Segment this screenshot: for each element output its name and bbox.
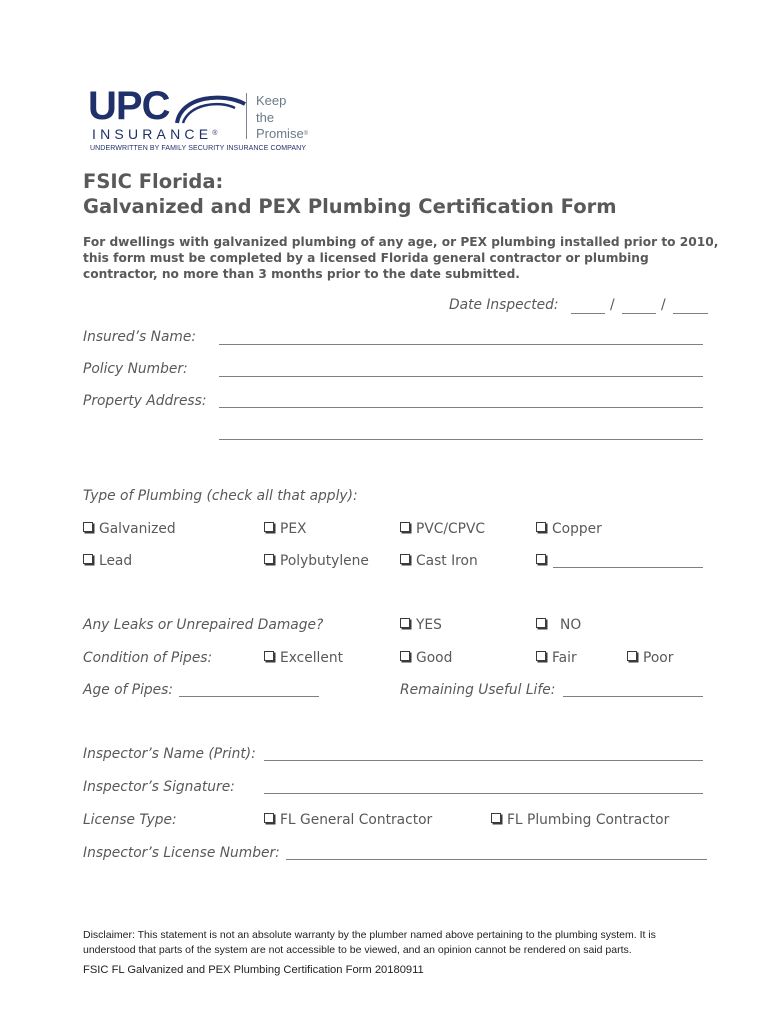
checkbox-icon[interactable]: [264, 522, 274, 532]
date-sep-2: /: [661, 297, 666, 313]
license-number-label: Inspector’s License Number:: [83, 845, 280, 861]
property-address-label: Property Address:: [83, 393, 207, 409]
intro-text: For dwellings with galvanized plumbing of any age, or PEX plumbing installed prior to 2010, this form must be completed by a licensed Florida general contractor or plumbing contractor, no more than 3 months prior to the date submitted.: [83, 235, 719, 281]
option-lead[interactable]: [83, 552, 132, 570]
remaining-life-label: Remaining Useful Life:: [400, 682, 556, 698]
remaining-life-field[interactable]: [563, 696, 703, 697]
checkbox-icon[interactable]: [536, 554, 546, 564]
title-line-2: Galvanized and PEX Plumbing Certification Form: [83, 195, 617, 218]
option-copper[interactable]: [536, 520, 602, 538]
option-label: FL Plumbing Contractor: [507, 812, 670, 828]
option-pvc-cpvc[interactable]: [400, 520, 485, 538]
checkbox-icon[interactable]: [264, 813, 274, 823]
checkbox-icon[interactable]: [400, 522, 410, 532]
license-number-field[interactable]: [286, 859, 707, 860]
disclaimer: Disclaimer: This statement is not an absolute warranty by the plumber named above pertaining to the plumbing system. It is understood that parts of the system are not accessible to be viewed, and an opinion cannot be rendered on said parts.: [83, 929, 656, 956]
option-label: PEX: [280, 521, 307, 537]
property-address-field-2[interactable]: [219, 439, 703, 440]
date-month-field[interactable]: [571, 313, 605, 314]
option-label: Galvanized: [99, 521, 176, 537]
date-sep-1: /: [610, 297, 615, 313]
checkbox-icon[interactable]: [536, 522, 546, 532]
checkbox-icon[interactable]: [264, 554, 274, 564]
condition-poor[interactable]: [627, 649, 673, 667]
license-type-label: License Type:: [83, 812, 177, 828]
policy-number-field[interactable]: [219, 376, 703, 377]
checkbox-icon[interactable]: [627, 651, 637, 661]
license-fl-general[interactable]: [264, 811, 432, 829]
option-label: Lead: [99, 553, 133, 569]
title-line-1: FSIC Florida:: [83, 170, 224, 193]
property-address-field-1[interactable]: [219, 407, 703, 408]
date-year-field[interactable]: [673, 313, 708, 314]
leaks-yes[interactable]: [400, 616, 442, 634]
option-other[interactable]: [536, 552, 552, 570]
leaks-yes-label: YES: [416, 617, 442, 633]
date-inspected-label: Date Inspected:: [449, 297, 559, 313]
logo-brand-text: UPC: [88, 84, 170, 128]
option-label: Poor: [643, 650, 674, 666]
checkbox-icon[interactable]: [83, 554, 93, 564]
logo-insurance: [92, 126, 217, 142]
logo-insurance-text: INSURANCE: [92, 126, 213, 142]
checkbox-icon[interactable]: [536, 618, 546, 628]
age-of-pipes-label: Age of Pipes:: [83, 682, 173, 698]
option-pex[interactable]: [264, 520, 307, 538]
inspector-name-label: Inspector’s Name (Print):: [83, 746, 256, 762]
checkbox-icon[interactable]: [400, 651, 410, 661]
checkbox-icon[interactable]: [536, 651, 546, 661]
checkbox-icon[interactable]: [264, 651, 274, 661]
option-label: Polybutylene: [280, 553, 369, 569]
option-label: Fair: [552, 650, 577, 666]
other-plumbing-field[interactable]: [553, 567, 703, 568]
footer-form-id: FSIC FL Galvanized and PEX Plumbing Certification Form 20180911: [83, 964, 424, 976]
option-polybutylene[interactable]: [264, 552, 369, 570]
inspector-signature-label: Inspector’s Signature:: [83, 779, 235, 795]
date-inspected-text: Date Inspected: [449, 297, 554, 313]
option-label: Cast Iron: [416, 553, 478, 569]
option-label: Excellent: [280, 650, 344, 666]
condition-excellent[interactable]: [264, 649, 343, 667]
logo-registered: ®: [212, 130, 218, 137]
age-of-pipes-field[interactable]: [179, 696, 319, 697]
logo-divider: [246, 93, 247, 139]
leaks-no[interactable]: [536, 616, 581, 634]
insured-name-text: Insured’s Name: [83, 329, 192, 345]
inspector-name-field[interactable]: [264, 760, 703, 761]
policy-number-text: Policy Number: [83, 361, 183, 377]
condition-good[interactable]: [400, 649, 452, 667]
tagline-the: the: [256, 109, 275, 125]
insured-name-field[interactable]: [219, 344, 703, 345]
leaks-question: Any Leaks or Unrepaired Damage?: [83, 617, 324, 633]
condition-label: Condition of Pipes:: [83, 650, 213, 666]
inspector-signature-field[interactable]: [264, 793, 703, 794]
date-day-field[interactable]: [622, 313, 656, 314]
logo-brand: [88, 86, 169, 126]
option-cast-iron[interactable]: [400, 552, 478, 570]
tagline-mark: ®: [303, 131, 309, 137]
option-label: Copper: [552, 521, 602, 537]
property-address-text: Property Address: [83, 393, 202, 409]
option-label: PVC/CPVC: [416, 521, 486, 537]
tagline-promise: Promise: [256, 126, 304, 141]
leaks-no-label: NO: [560, 617, 582, 633]
policy-number-label: Policy Number:: [83, 361, 188, 377]
tagline-keep: Keep: [256, 93, 287, 108]
condition-fair[interactable]: [536, 649, 577, 667]
insured-name-label: Insured’s Name:: [83, 329, 196, 345]
logo-tagline: [256, 93, 308, 143]
checkbox-icon[interactable]: [491, 813, 501, 823]
checkbox-icon[interactable]: [400, 554, 410, 564]
option-label: FL General Contractor: [280, 812, 433, 828]
option-galvanized[interactable]: [83, 520, 176, 538]
plumbing-heading: Type of Plumbing (check all that apply):: [83, 488, 358, 504]
logo-swoosh-icon: [175, 90, 247, 124]
license-fl-plumbing[interactable]: [491, 811, 669, 829]
checkbox-icon[interactable]: [400, 618, 410, 628]
logo-underwritten: UNDERWRITTEN BY FAMILY SECURITY INSURANCE COMPANY: [90, 145, 307, 152]
checkbox-icon[interactable]: [83, 522, 93, 532]
option-label: Good: [416, 650, 453, 666]
